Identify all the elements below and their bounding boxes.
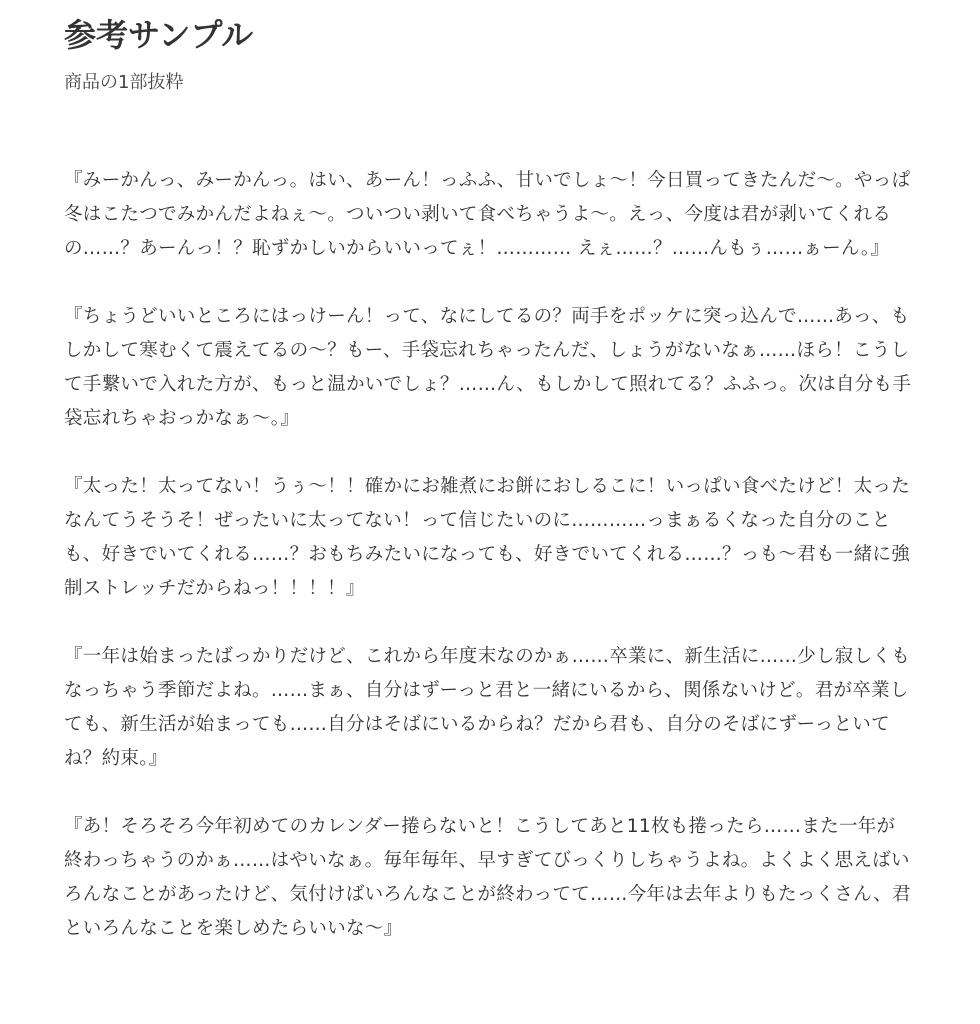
page-title: 参考サンプル: [64, 16, 254, 54]
sample-paragraph-3: 『太った！太ってない！うぅ〜！！確かにお雑煮にお餅におしるこに！いっぱい食べたけど！太ったなんてうそうそ！ぜったいに太ってない！って信じたいのに…………っまぁるくなった自分のことも、好きでいてくれる……？おもちみたいになっても、好きでいてくれる……？っも〜君も一緒に強制ストレッチだからねっ！！！！』: [64, 476, 911, 599]
sample-list: [64, 164, 914, 946]
sample-paragraph-1: 『みーかんっ、みーかんっ。はい、あーん！っふふ、甘いでしょ〜！今日買ってきたんだ〜。やっぱ冬はこたつでみかんだよねぇ〜。ついつい剥いて食べちゃうよ〜。えっ、今度は君が剥いてくれるの……？あーんっ！？恥ずかしいからいいってぇ！………… えぇ……？……んもぅ……ぁーん。』: [64, 170, 911, 259]
sample-paragraph-4: 『一年は始まったばっかりだけど、これから年度末なのかぁ……卒業に、新生活に……少し寂しくもなっちゃう季節だよね。……まぁ、自分はずーっと君と一緒にいるから、関係ないけど。君が卒業しても、新生活が始まっても……自分はそばにいるからね？だから君も、自分のそばにずーっといてね？約束。』: [64, 646, 911, 769]
page-subtitle: 商品の1部抜粋: [64, 72, 184, 93]
sample-paragraph-5: 『あ！そろそろ今年初めてのカレンダー捲らないと！こうしてあと11枚も捲ったら……また一年が終わっちゃうのかぁ……はやいなぁ。毎年毎年、早すぎてびっくりしちゃうよね。よくよく思えばいろんなことがあったけど、気付けばいろんなことが終わってて……今年は去年よりもたっくさん、君といろんなことを楽しめたらいいな〜』: [64, 816, 911, 939]
sample-paragraph-2: 『ちょうどいいところにはっけーん！って、なにしてるの？両手をポッケに突っ込んで……あっ、もしかして寒むくて震えてるの〜？もー、手袋忘れちゃったんだ、しょうがないなぁ……ほら！こうして手繋いで入れた方が、もっと温かいでしょ？……ん、もしかして照れてる？ふふっ。次は自分も手袋忘れちゃおっかなぁ〜。』: [64, 306, 912, 429]
